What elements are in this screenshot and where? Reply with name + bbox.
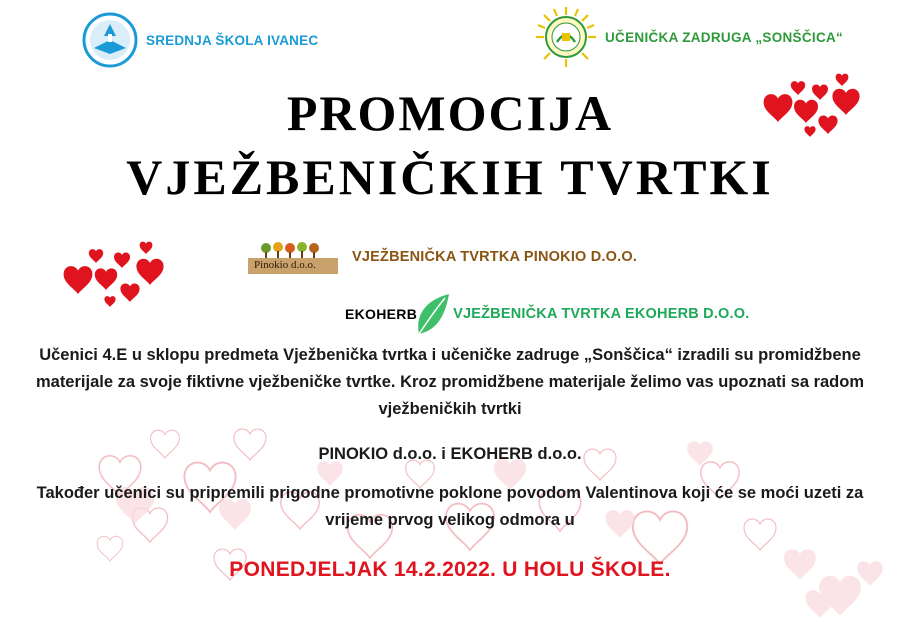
school-logo <box>82 12 322 68</box>
intro-paragraph: Učenici 4.E u sklopu predmeta Vježbenička tvrtka i učeničke zadruge „Sonščica“ izradili su promidžbene materijale za svoje fiktivne vježbeničke tvrtke. Kroz promidžbene materijale želimo vas upoznati sa radom vježbeničkih tvrtki <box>35 346 865 418</box>
cooperative-name: UČENIČKA ZADRUGA „SONŠČICA“ <box>605 29 844 45</box>
cooperative-logo <box>535 6 875 68</box>
gifts-paragraph: Također učenici su pripremili prigodne promotivne poklone povodom Valentinova koji će se moći uzeti za vrijeme prvog velikog odmora u <box>36 484 864 529</box>
pinokio-logo <box>248 240 338 274</box>
pinokio-company-label: VJEŽBENIČKA TVRTKA PINOKIO D.O.O. <box>352 249 638 265</box>
pinokio-logo-text: Pinokio d.o.o. <box>254 259 316 271</box>
school-name: SREDNJA ŠKOLA IVANEC <box>146 32 319 48</box>
event-date-location: PONEDJELJAK 14.2.2022. U HOLU ŠKOLE. <box>229 558 671 581</box>
page-title-line-2: VJEŽBENIČKIH TVRTKI <box>126 149 774 205</box>
companies-line: PINOKIO d.o.o. i EKOHERB d.o.o. <box>318 445 582 463</box>
company-row-pinokio <box>248 240 637 274</box>
school-logo-icon <box>82 12 138 68</box>
cooperative-seal-icon <box>535 6 597 68</box>
ekoherb-logo-text: EKOHERB <box>345 306 418 322</box>
ekoherb-company-label: VJEŽBENIČKA TVRTKA EKOHERB D.O.O. <box>453 306 750 322</box>
company-row-ekoherb <box>345 292 749 336</box>
page-title-line-1: PROMOCIJA <box>286 85 614 141</box>
heart-cluster-icon <box>60 240 170 310</box>
ekoherb-leaf-icon <box>411 292 451 336</box>
heart-cluster-icon <box>762 70 872 140</box>
